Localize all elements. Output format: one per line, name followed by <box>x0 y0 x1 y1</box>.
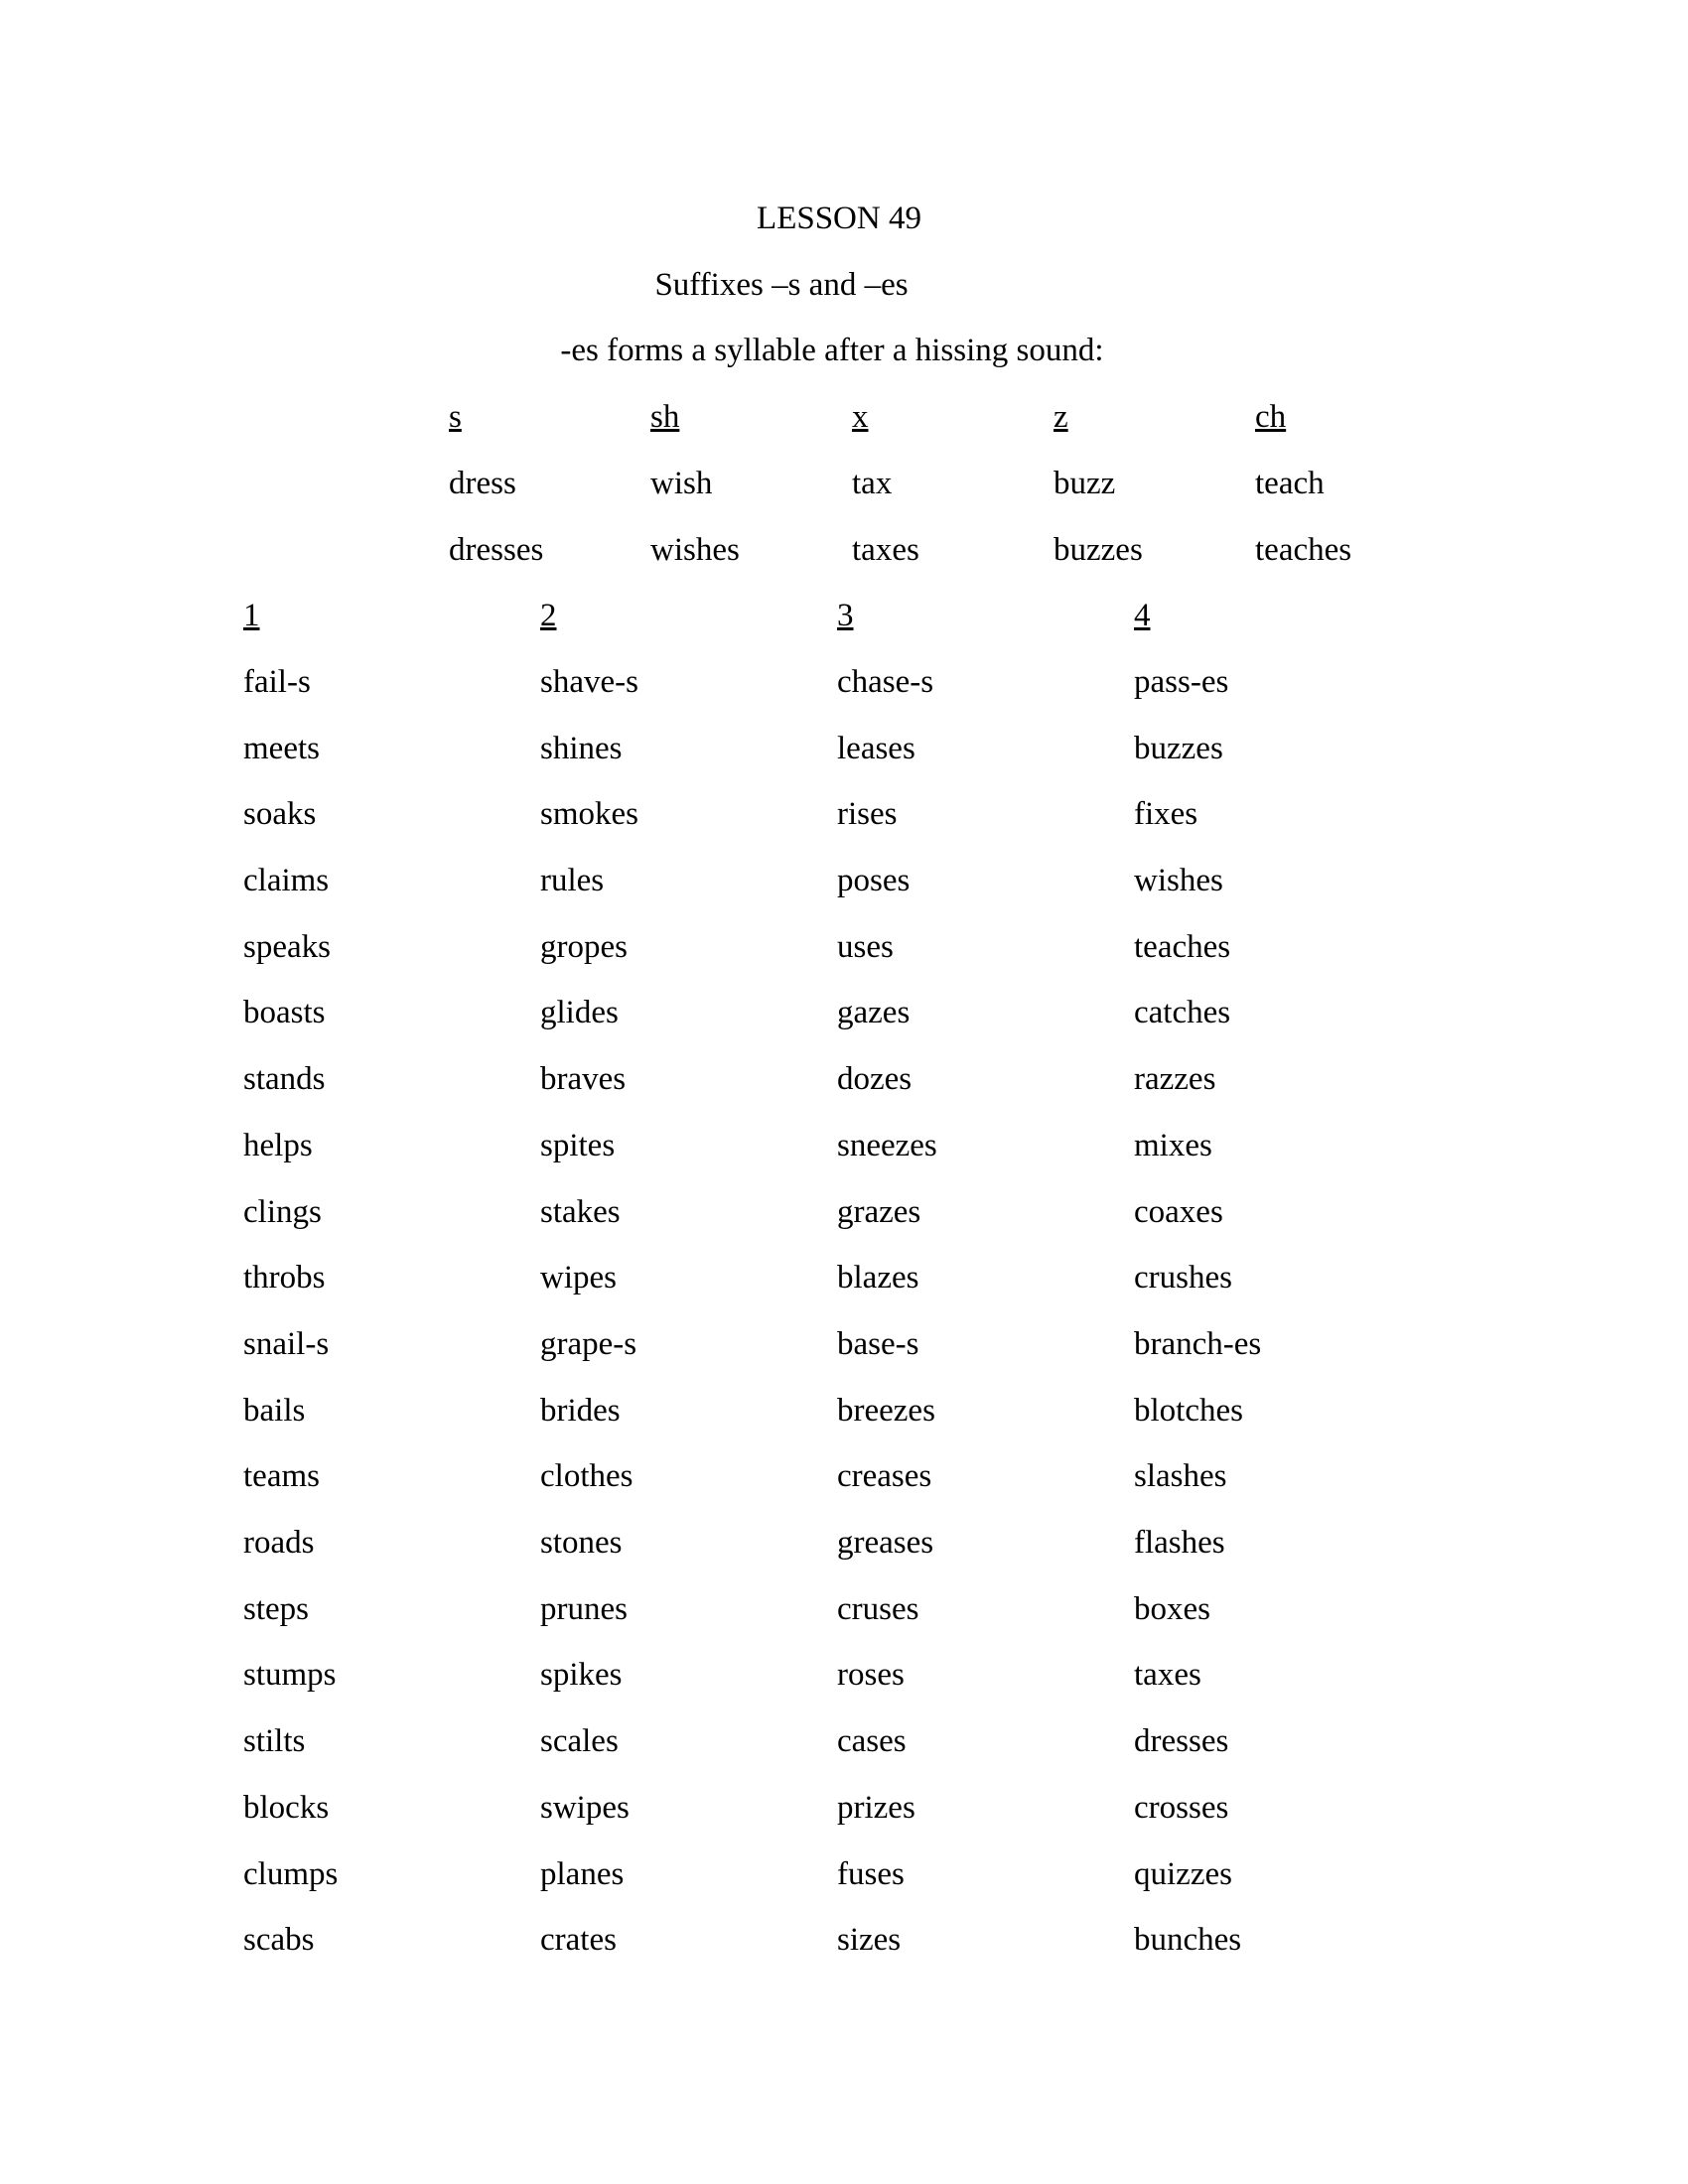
word-cell: teaches <box>1134 928 1231 965</box>
word-cell: poses <box>837 863 911 899</box>
word-cell: pass-es <box>1134 663 1229 700</box>
word-cell: smokes <box>540 796 638 833</box>
word-cell: mixes <box>1134 1127 1212 1163</box>
example-header-cell: z <box>1054 399 1068 436</box>
word-cell: blocks <box>243 1789 330 1826</box>
word-cell: crates <box>540 1922 617 1959</box>
word-cell: coaxes <box>1134 1193 1223 1230</box>
word-cell: gropes <box>540 928 628 965</box>
word-cell: swipes <box>540 1789 630 1826</box>
word-cell: brides <box>540 1392 621 1429</box>
word-list <box>0 649 1688 1974</box>
example-header-cell: ch <box>1255 399 1287 436</box>
example-word-cell: wish <box>650 465 713 501</box>
example-word-row <box>0 451 1688 517</box>
word-cell: roads <box>243 1525 315 1562</box>
example-header-row <box>0 384 1688 451</box>
example-word-cell: buzzes <box>1054 531 1143 568</box>
column-number-header: 4 <box>1134 598 1151 634</box>
word-cell: sizes <box>837 1922 902 1959</box>
word-row <box>0 1113 1688 1179</box>
word-cell: wishes <box>1134 863 1223 899</box>
word-cell: gazes <box>837 995 911 1031</box>
lesson-subtitle: Suffixes –s and –es <box>654 266 909 303</box>
word-row <box>0 914 1688 981</box>
word-cell: rises <box>837 796 898 833</box>
example-word-cell: dress <box>449 465 516 501</box>
word-column-header-row <box>0 583 1688 649</box>
word-cell: planes <box>540 1855 625 1892</box>
instruction-text: -es forms a syllable after a hissing sound: <box>560 333 1104 369</box>
example-word-cell: dresses <box>449 531 544 568</box>
word-row <box>0 1443 1688 1510</box>
word-cell: stands <box>243 1061 326 1098</box>
word-cell: clings <box>243 1193 322 1230</box>
word-row <box>0 848 1688 914</box>
word-cell: spites <box>540 1127 616 1163</box>
word-cell: fixes <box>1134 796 1198 833</box>
word-row <box>0 1046 1688 1113</box>
example-word-cell: teach <box>1255 465 1325 501</box>
word-cell: leases <box>837 730 915 766</box>
word-cell: scabs <box>243 1922 315 1959</box>
word-cell: bails <box>243 1392 306 1429</box>
word-cell: fuses <box>837 1855 905 1892</box>
word-cell: blotches <box>1134 1392 1243 1429</box>
word-cell: buzzes <box>1134 730 1223 766</box>
word-row <box>0 1708 1688 1775</box>
word-cell: boxes <box>1134 1590 1210 1627</box>
example-header-cell: x <box>852 399 869 436</box>
word-cell: glides <box>540 995 619 1031</box>
example-word-cell: wishes <box>650 531 740 568</box>
word-cell: stilts <box>243 1723 306 1760</box>
word-row <box>0 1842 1688 1908</box>
lesson-title: LESSON 49 <box>757 201 921 236</box>
word-cell: branch-es <box>1134 1325 1262 1362</box>
word-cell: snail-s <box>243 1325 330 1362</box>
word-row <box>0 1642 1688 1708</box>
word-cell: uses <box>837 928 894 965</box>
word-cell: blazes <box>837 1260 919 1297</box>
word-cell: clothes <box>540 1458 633 1495</box>
word-row <box>0 649 1688 716</box>
word-cell: crushes <box>1134 1260 1232 1297</box>
word-cell: chase-s <box>837 663 934 700</box>
example-header-cell: s <box>449 399 462 436</box>
word-cell: spikes <box>540 1657 623 1694</box>
word-cell: shave-s <box>540 663 638 700</box>
word-cell: soaks <box>243 796 317 833</box>
word-cell: grazes <box>837 1193 921 1230</box>
word-row <box>0 1775 1688 1842</box>
word-row <box>0 1311 1688 1378</box>
word-cell: braves <box>540 1061 627 1098</box>
word-row <box>0 1510 1688 1576</box>
word-cell: roses <box>837 1657 905 1694</box>
word-row <box>0 1576 1688 1643</box>
word-cell: creases <box>837 1458 932 1495</box>
word-cell: teams <box>243 1458 320 1495</box>
word-cell: taxes <box>1134 1657 1201 1694</box>
word-cell: grape-s <box>540 1325 637 1362</box>
word-cell: prunes <box>540 1590 628 1627</box>
word-cell: speaks <box>243 928 331 965</box>
word-row <box>0 980 1688 1046</box>
word-cell: claims <box>243 863 330 899</box>
word-row <box>0 781 1688 848</box>
word-cell: breezes <box>837 1392 935 1429</box>
example-word-cell: teaches <box>1255 531 1352 568</box>
word-cell: cases <box>837 1723 907 1760</box>
word-cell: quizzes <box>1134 1855 1232 1892</box>
word-cell: meets <box>243 730 320 766</box>
example-word-cell: buzz <box>1054 465 1116 501</box>
word-cell: shines <box>540 730 623 766</box>
word-cell: scales <box>540 1723 619 1760</box>
word-cell: cruses <box>837 1590 919 1627</box>
word-cell: stones <box>540 1525 623 1562</box>
word-cell: catches <box>1134 995 1231 1031</box>
word-row <box>0 716 1688 782</box>
word-cell: bunches <box>1134 1922 1242 1959</box>
column-number-header: 2 <box>540 598 557 634</box>
example-word-row <box>0 517 1688 584</box>
word-cell: stumps <box>243 1657 337 1694</box>
example-word-cell: taxes <box>852 531 919 568</box>
word-cell: flashes <box>1134 1525 1225 1562</box>
word-cell: dozes <box>837 1061 913 1098</box>
word-cell: helps <box>243 1127 313 1163</box>
word-cell: wipes <box>540 1260 617 1297</box>
word-row <box>0 1245 1688 1311</box>
word-cell: stakes <box>540 1193 621 1230</box>
word-cell: greases <box>837 1525 934 1562</box>
word-cell: slashes <box>1134 1458 1227 1495</box>
word-cell: fail-s <box>243 663 311 700</box>
word-cell: boasts <box>243 995 326 1031</box>
word-cell: rules <box>540 863 605 899</box>
word-row <box>0 1378 1688 1444</box>
example-word-cell: tax <box>852 465 893 501</box>
word-cell: dresses <box>1134 1723 1229 1760</box>
word-row <box>0 1907 1688 1974</box>
word-cell: prizes <box>837 1789 915 1826</box>
word-cell: crosses <box>1134 1789 1229 1826</box>
word-cell: razzes <box>1134 1061 1216 1098</box>
word-cell: base-s <box>837 1325 919 1362</box>
word-cell: clumps <box>243 1855 339 1892</box>
word-cell: sneezes <box>837 1127 937 1163</box>
word-cell: steps <box>243 1590 309 1627</box>
word-row <box>0 1179 1688 1246</box>
column-number-header: 3 <box>837 598 854 634</box>
column-number-header: 1 <box>243 598 260 634</box>
example-header-cell: sh <box>650 399 680 436</box>
word-cell: throbs <box>243 1260 326 1297</box>
